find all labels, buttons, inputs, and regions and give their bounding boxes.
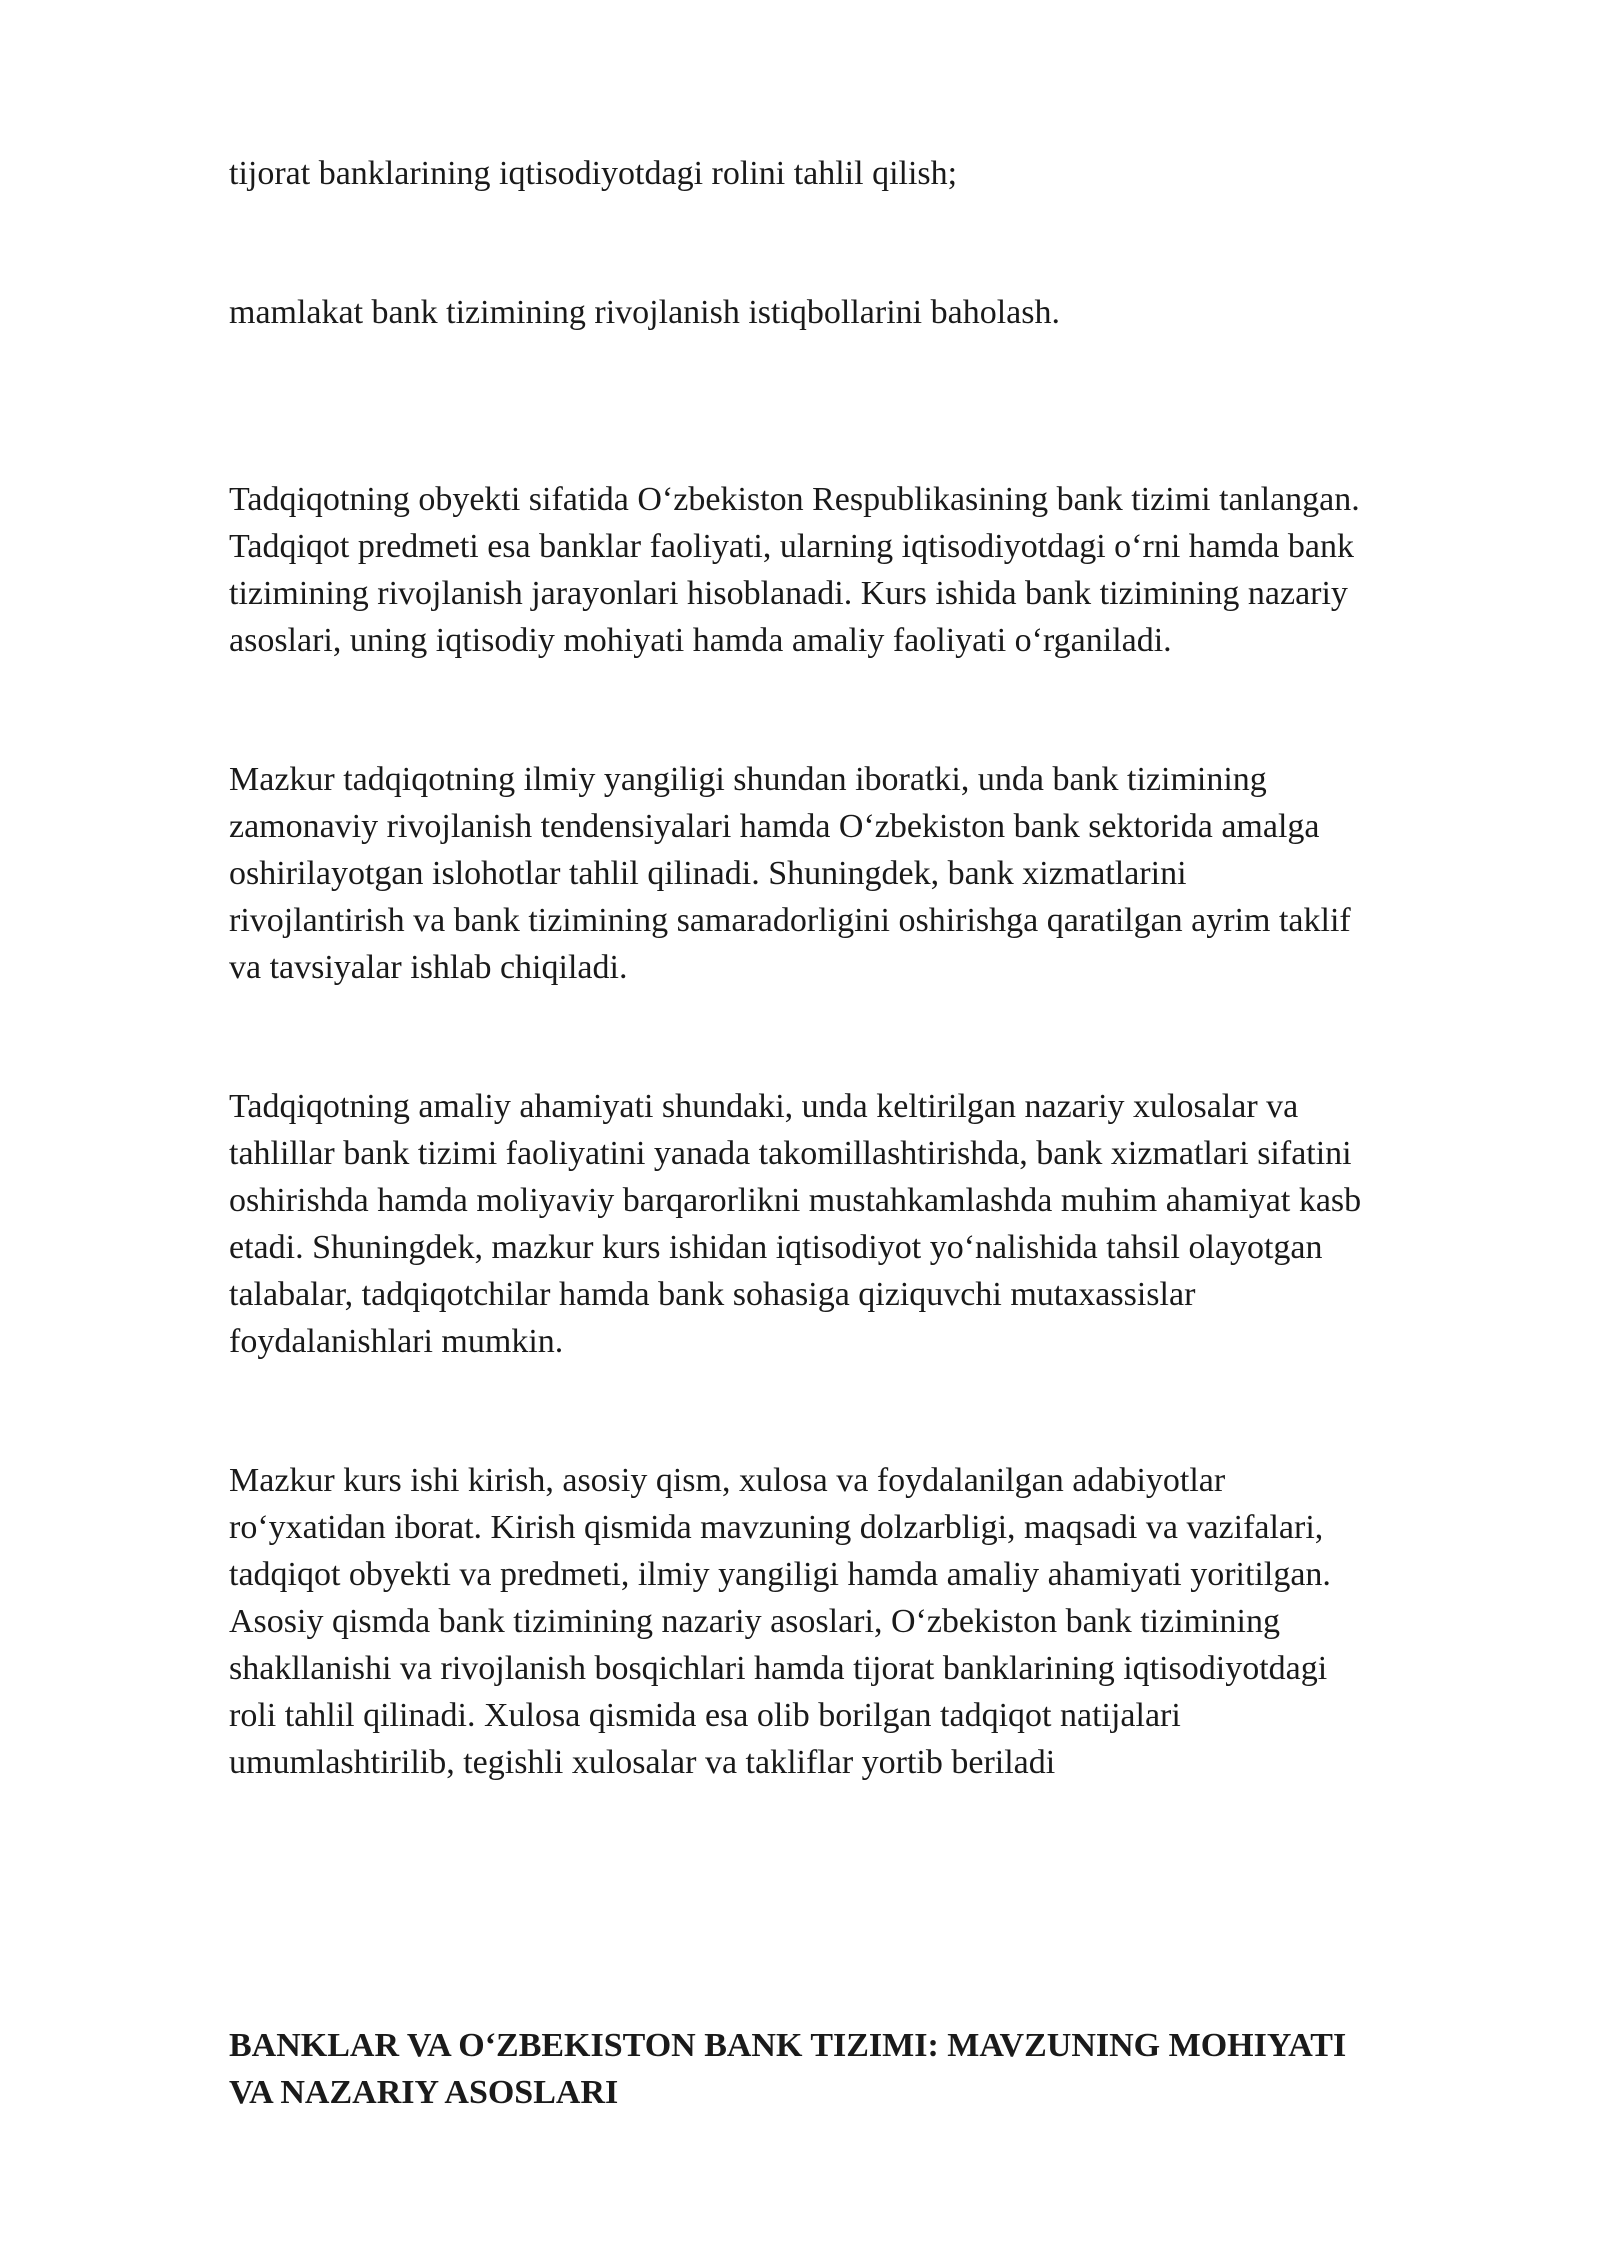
- document-body: [229, 150, 1509, 2116]
- paragraph-scientific-novelty: Mazkur tadqiqotning ilmiy yangiligi shundan iboratki, unda bank tizimining zamonaviy rivojlanish tendensiyalari hamda O‘zbekiston bank sektorida amalga oshirilayotgan islohotlar tahlil qilinadi. Shuningdek, bank xizmatlarini rivojlantirish va bank tizimining samaradorligini oshirishga qaratilgan ayrim taklif va tavsiyalar ishlab chiqiladi.: [229, 761, 1351, 986]
- section-heading: BANKLAR VA O‘ZBEKISTON BANK TIZIMI: MAVZUNING MOHIYATI VA NAZARIY ASOSLARI: [229, 2027, 1347, 2111]
- paragraph-research-object: Tadqiqotning obyekti sifatida O‘zbekiston Respublikasining bank tizimi tanlangan. Tadqiqot predmeti esa banklar faoliyati, ularning iqtisodiyotdagi o‘rni hamda bank tizimining rivojlanish jarayonlari hisoblanadi. Kurs ishida bank tizimining nazariy asoslari, uning iqtisodiy mohiyati hamda amaliy faoliyati o‘rganiladi.: [229, 481, 1360, 659]
- paragraph-practical-significance: Tadqiqotning amaliy ahamiyati shundaki, unda keltirilgan nazariy xulosalar va tahlillar bank tizimi faoliyatini yanada takomillashtirishda, bank xizmatlari sifatini oshirishda hamda moliyaviy barqarorlikni mustahkamlashda muhim ahamiyat kasb etadi. Shuningdek, mazkur kurs ishidan iqtisodiyot yo‘nalishida tahsil olayotgan talabalar, tadqiqotchilar hamda bank sohasiga qiziquvchi mutaxassislar foydalanishlari mumkin.: [229, 1088, 1362, 1360]
- paragraph-structure: Mazkur kurs ishi kirish, asosiy qism, xulosa va foydalanilgan adabiyotlar ro‘yxatidan iborat. Kirish qismida mavzuning dolzarbligi, maqsadi va vazifalari, tadqiqot obyekti va predmeti, ilmiy yangiligi hamda amaliy ahamiyati yoritilgan. Asosiy qismda bank tizimining nazariy asoslari, O‘zbekiston bank tizimining shakllanishi va rivojlanish bosqichlari hamda tijorat banklarining iqtisodiyotdagi roli tahlil qilinadi. Xulosa qismida esa olib borilgan tadqiqot natijalari umumlashtirilib, tegishli xulosalar va takliflar yortib beriladi: [229, 1462, 1331, 1781]
- list-item: tijorat banklarining iqtisodiyotdagi rolini tahlil qilish;: [229, 155, 958, 192]
- list-item: mamlakat bank tizimining rivojlanish istiqbollarini baholash.: [229, 294, 1060, 331]
